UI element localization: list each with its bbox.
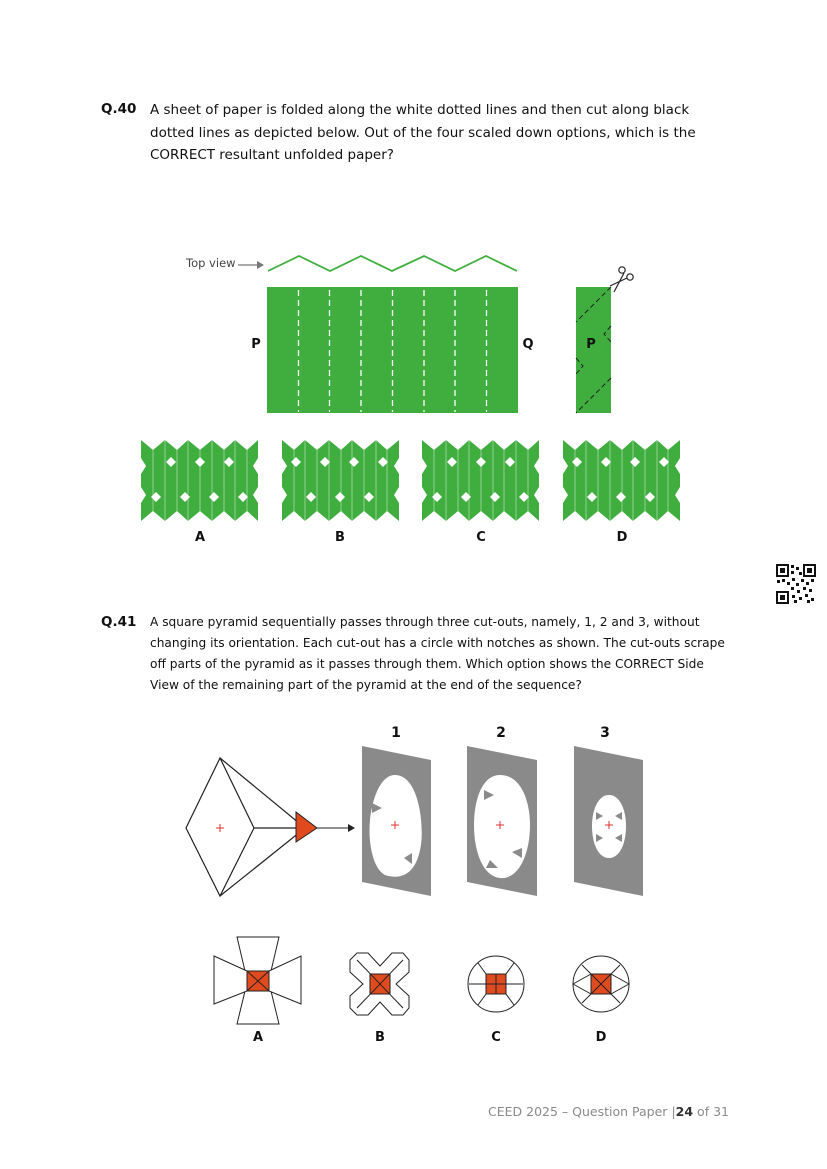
footer-doc: Question Paper — [572, 1104, 668, 1119]
pyramid — [186, 758, 355, 896]
q40-option-d-label[interactable]: D — [616, 530, 628, 545]
q41-option-c-figure — [468, 956, 524, 1012]
cutout-3-figure — [574, 746, 643, 896]
cutout-3-label: 3 — [600, 725, 610, 741]
q40-number: Q.40 — [101, 101, 137, 117]
cutout-1-label: 1 — [391, 725, 401, 741]
cutout-2-figure — [467, 746, 537, 896]
q40-text: A sheet of paper is folded along the white dotted lines and then cut along black dotted lines as depicted below. Out of the four scaled down options, which is the CORRECT resultant unfolded paper? — [150, 102, 696, 163]
q41-option-d-figure — [573, 956, 629, 1012]
edge-label-q: Q — [522, 337, 534, 352]
q41-option-d-label[interactable]: D — [595, 1030, 607, 1045]
q40-option-b-label[interactable]: B — [335, 530, 345, 545]
q41-option-b-label[interactable]: B — [375, 1030, 385, 1045]
q41-option-a-label[interactable]: A — [252, 1030, 264, 1045]
footer-page-number: 24 — [675, 1104, 694, 1119]
q40-option-c-label[interactable]: C — [476, 530, 486, 545]
page-footer — [488, 1104, 729, 1119]
cutout-1-figure — [362, 746, 431, 896]
footer-page-total: of 31 — [697, 1104, 729, 1119]
q41-option-b-figure — [350, 953, 409, 1015]
folded-label-p: P — [586, 337, 596, 352]
cutout-2-label: 2 — [496, 725, 506, 741]
q41-number: Q.41 — [101, 614, 137, 630]
q41-option-a-figure — [214, 937, 301, 1024]
footer-dash: – — [561, 1104, 569, 1119]
q40-option-a-label[interactable]: A — [194, 530, 206, 545]
q41-option-c-label[interactable]: C — [491, 1030, 501, 1045]
footer-exam: CEED 2025 — [488, 1104, 558, 1119]
q41-text: A square pyramid sequentially passes through three cut-outs, namely, 1, 2 and 3, without changing its orientation. Each cut-out has a circle with notches as shown. The cut-outs scrape off parts of the pyramid as it passes through them. Which option shows the CORRECT Side View of the remaining part of the pyramid at the end of the sequence? — [150, 615, 725, 692]
edge-label-p: P — [251, 337, 261, 352]
footer-separator: | — [671, 1104, 676, 1119]
top-view-label: Top view — [186, 256, 236, 270]
